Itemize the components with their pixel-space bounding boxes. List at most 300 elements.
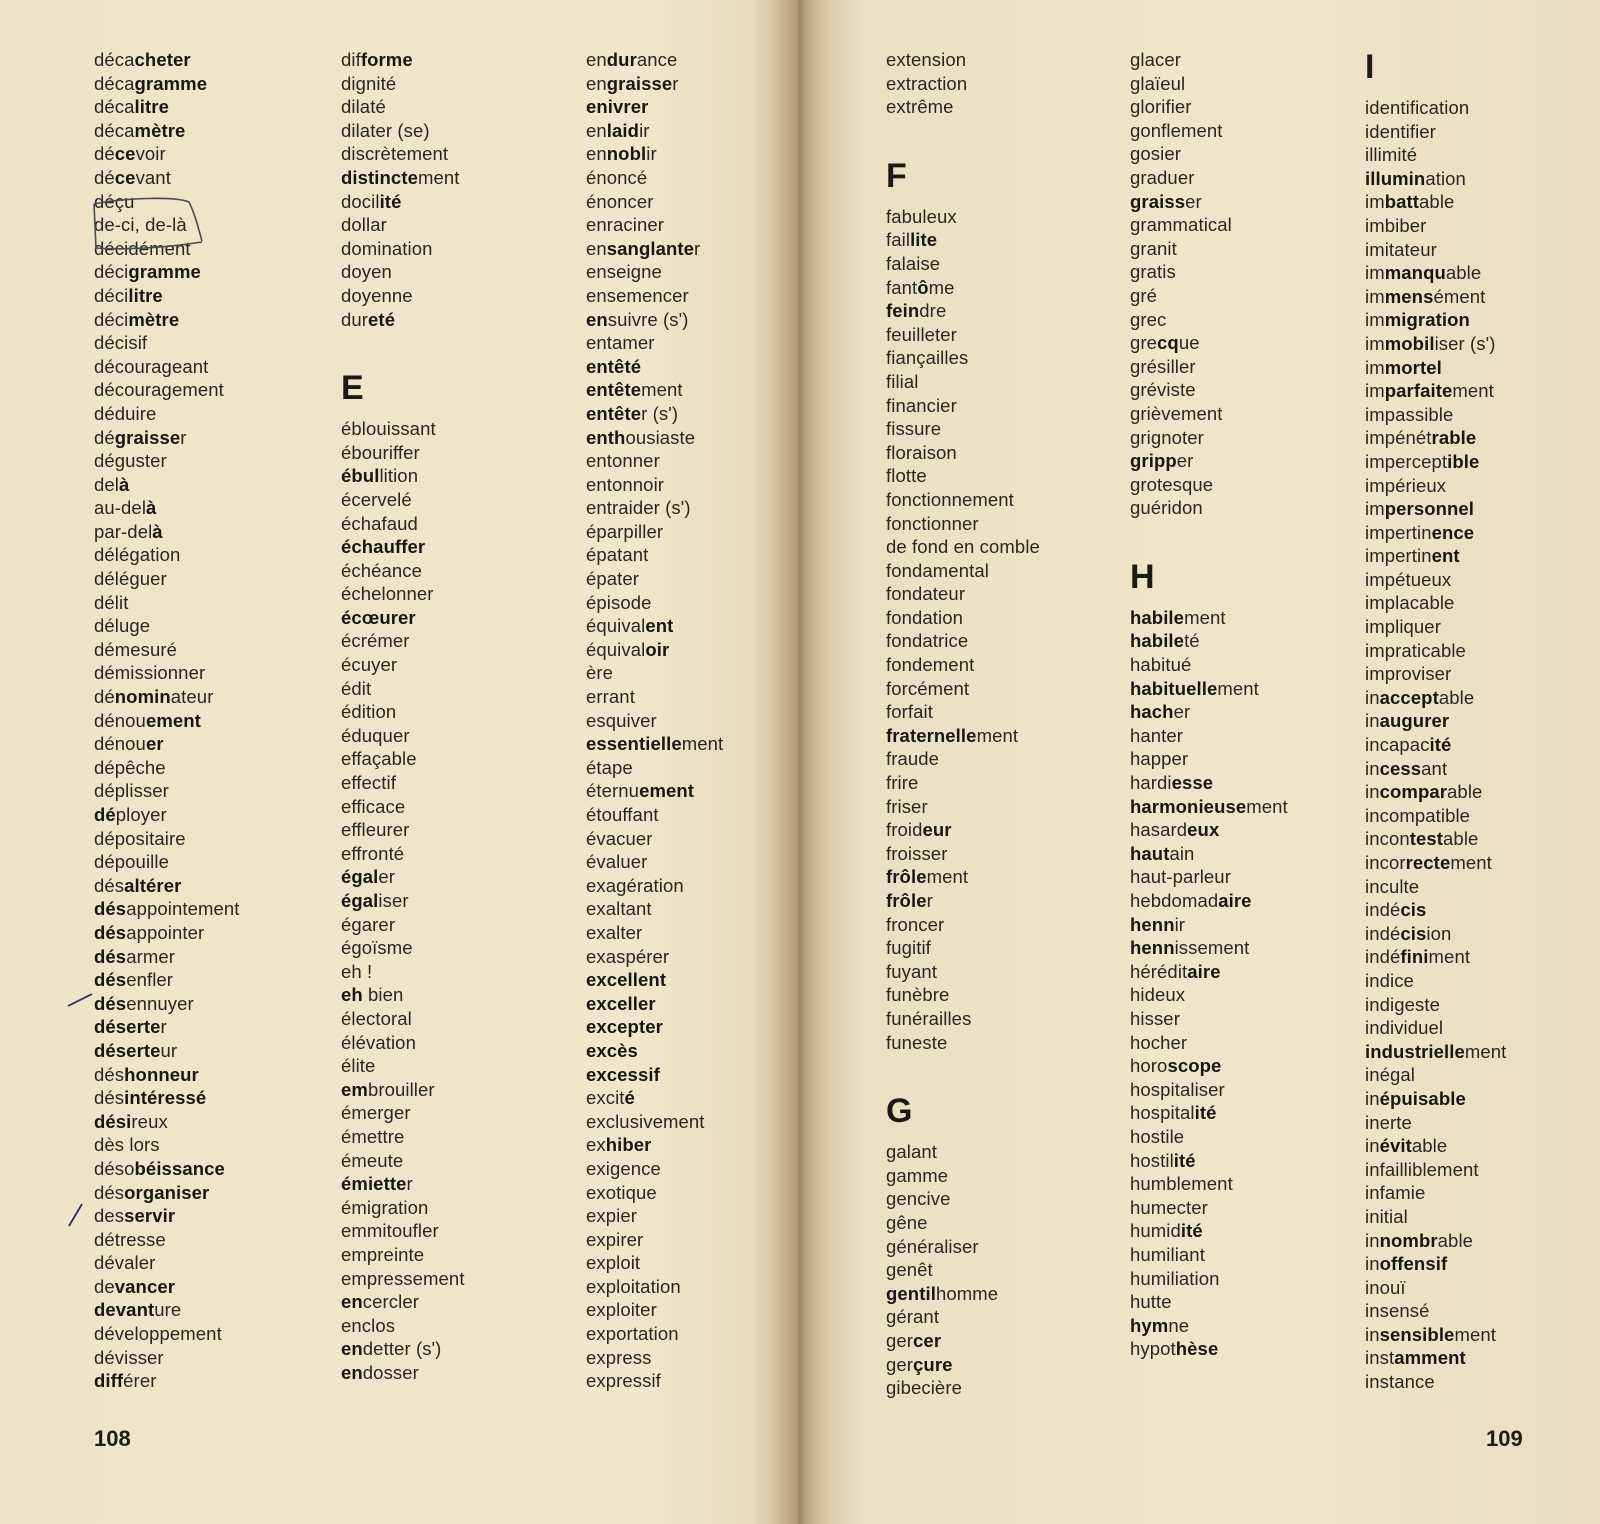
dictionary-entry: écœurer <box>341 606 416 628</box>
dictionary-entry: excessif <box>586 1063 660 1085</box>
dictionary-entry: hautain <box>1130 842 1195 864</box>
dictionary-entry: gamme <box>886 1164 949 1186</box>
dictionary-entry: exaltant <box>586 898 652 920</box>
dictionary-entry: gripper <box>1130 450 1194 472</box>
dictionary-entry: identifier <box>1365 120 1436 142</box>
dictionary-entry: développement <box>94 1323 222 1345</box>
dictionary-entry: entêtement <box>586 379 683 401</box>
dictionary-entry: déguster <box>94 450 167 472</box>
dictionary-entry: hennir <box>1130 913 1186 935</box>
dictionary-entry: embrouiller <box>341 1078 435 1100</box>
dictionary-entry: impraticable <box>1365 639 1466 661</box>
dictionary-entry: hostile <box>1130 1125 1185 1147</box>
dictionary-entry: eh bien <box>341 984 404 1006</box>
dictionary-entry: docilité <box>341 190 402 212</box>
dictionary-entry: extraction <box>886 72 968 94</box>
dictionary-entry: empreinte <box>341 1243 425 1265</box>
dictionary-entry: graisser <box>1130 190 1202 212</box>
dictionary-entry: enthousiaste <box>586 426 696 448</box>
dictionary-entry: gencive <box>886 1188 951 1210</box>
dictionary-entry: ensemencer <box>586 284 689 306</box>
dictionary-entry: inouï <box>1365 1276 1406 1298</box>
dictionary-entry: dénouer <box>94 733 164 755</box>
dictionary-entry: fabuleux <box>886 205 957 227</box>
dictionary-entry: habilement <box>1130 606 1226 628</box>
dictionary-entry: enraciner <box>586 214 665 236</box>
dictionary-entry: dévaler <box>94 1252 156 1274</box>
dictionary-entry: hutte <box>1130 1291 1172 1313</box>
dictionary-entry: dignité <box>341 72 397 94</box>
dictionary-entry: distinctement <box>341 166 460 188</box>
dictionary-entry: devancer <box>94 1275 176 1297</box>
dictionary-entry: graduer <box>1130 166 1195 188</box>
dictionary-entry: fraternellement <box>886 724 1019 746</box>
dictionary-entry: émerger <box>341 1102 411 1124</box>
dictionary-entry: entonnoir <box>586 473 665 495</box>
dictionary-entry: par-delà <box>94 520 163 542</box>
dictionary-entry: élite <box>341 1055 376 1077</box>
dictionary-entry: funeste <box>886 1031 948 1053</box>
dictionary-entry: excepter <box>586 1016 663 1038</box>
dictionary-entry: grammatical <box>1130 214 1232 236</box>
dictionary-entry: inoffensif <box>1365 1253 1448 1275</box>
dictionary-entry: immanquable <box>1365 262 1482 284</box>
dictionary-entry: dollar <box>341 214 387 236</box>
dictionary-entry: découragement <box>94 379 224 401</box>
dictionary-entry: harmonieusement <box>1130 795 1288 817</box>
dictionary-entry: inévitable <box>1365 1135 1448 1157</box>
right-column-1 <box>886 48 1116 1400</box>
dictionary-entry: déduire <box>94 402 157 424</box>
dictionary-entry: glacer <box>1130 49 1181 70</box>
dictionary-entry: ensuivre (s') <box>586 308 689 330</box>
dictionary-entry: inégal <box>1365 1064 1415 1086</box>
dictionary-entry: édition <box>341 701 397 723</box>
dictionary-entry: ébouriffer <box>341 441 420 463</box>
dictionary-entry: errant <box>586 686 635 708</box>
dictionary-entry: faillite <box>886 229 938 251</box>
dictionary-entry: démesuré <box>94 638 178 660</box>
dictionary-entry: gratis <box>1130 261 1176 283</box>
dictionary-entry: imitateur <box>1365 238 1437 260</box>
dictionary-entry: enclos <box>341 1314 396 1336</box>
dictionary-entry: désorganiser <box>94 1181 210 1203</box>
dictionary-entry: funèbre <box>886 984 950 1006</box>
dictionary-entry: éparpiller <box>586 520 664 542</box>
dictionary-entry: hideux <box>1130 984 1186 1006</box>
dictionary-entry: décourageant <box>94 355 209 377</box>
dictionary-entry: doyenne <box>341 284 413 306</box>
dictionary-entry: excité <box>586 1087 635 1109</box>
dictionary-entry: empressement <box>341 1267 465 1289</box>
dictionary-entry: entonner <box>586 450 660 472</box>
dictionary-entry: granit <box>1130 237 1177 259</box>
dictionary-entry: hanter <box>1130 724 1184 746</box>
dictionary-entry: habituellement <box>1130 677 1259 699</box>
dictionary-entry: fugitif <box>886 937 931 959</box>
dictionary-entry: hypothèse <box>1130 1338 1219 1360</box>
dictionary-entry: eh ! <box>341 960 373 982</box>
dictionary-entry: égoïsme <box>341 937 413 959</box>
dictionary-entry: exportation <box>586 1323 679 1345</box>
dictionary-entry: genêt <box>886 1259 933 1281</box>
dictionary-entry: décevant <box>94 166 171 188</box>
dictionary-entry: instamment <box>1365 1347 1466 1369</box>
dictionary-entry: épater <box>586 568 640 590</box>
section-letter-heading: H <box>1130 557 1155 596</box>
dictionary-entry: fuyant <box>886 960 937 982</box>
dictionary-entry: enlaidir <box>586 119 650 141</box>
dictionary-entry: émeute <box>341 1149 404 1171</box>
dictionary-entry: hasardeux <box>1130 819 1220 841</box>
dictionary-entry: hacher <box>1130 701 1191 723</box>
dictionary-entry: inépuisable <box>1365 1087 1466 1109</box>
section-letter-heading: G <box>886 1092 913 1131</box>
dictionary-entry: floraison <box>886 441 957 463</box>
dictionary-entry: dilaté <box>341 96 386 118</box>
dictionary-entry: dénouement <box>94 709 201 731</box>
dictionary-entry: friser <box>886 795 928 817</box>
dictionary-entry: galant <box>886 1141 938 1163</box>
dictionary-entry: fondement <box>886 654 975 676</box>
dictionary-entry: délégation <box>94 544 181 566</box>
dictionary-entry: froncer <box>886 913 945 935</box>
dictionary-entry: entamer <box>586 332 655 354</box>
dictionary-entry: inaugurer <box>1365 710 1450 732</box>
dictionary-entry: immobiliser (s') <box>1365 332 1496 354</box>
dictionary-entry: immortel <box>1365 356 1442 378</box>
dictionary-entry: engraisser <box>586 72 679 94</box>
dictionary-entry: désireux <box>94 1110 168 1132</box>
dictionary-entry: humidité <box>1130 1220 1203 1242</box>
page-number-left: 108 <box>94 1426 131 1451</box>
dictionary-entry: éternuement <box>586 780 695 802</box>
dictionary-entry: indécision <box>1365 922 1452 944</box>
dictionary-entry: essentiellement <box>586 733 724 755</box>
section-letter-heading: F <box>886 156 907 195</box>
dictionary-entry: infailliblement <box>1365 1158 1479 1180</box>
dictionary-entry: fondamental <box>886 559 989 581</box>
dictionary-entry: de-ci, de-là <box>94 214 187 236</box>
dictionary-entry: innombrable <box>1365 1229 1474 1251</box>
dictionary-entry: écervelé <box>341 488 412 510</box>
dictionary-entry: difforme <box>341 49 413 70</box>
dictionary-entry: décacheter <box>94 49 191 70</box>
dictionary-entry: impénétrable <box>1365 427 1477 449</box>
dictionary-entry: fantôme <box>886 276 955 298</box>
dictionary-entry: exagération <box>586 874 684 896</box>
dictionary-entry: de fond en comble <box>886 536 1040 558</box>
dictionary-entry: décilitre <box>94 284 163 306</box>
dictionary-entry: gibecière <box>886 1377 962 1399</box>
dictionary-entry: hostilité <box>1130 1149 1196 1171</box>
dictionary-entry: habileté <box>1130 630 1200 652</box>
dictionary-entry: inerte <box>1365 1111 1412 1133</box>
dictionary-entry: échelonner <box>341 583 434 605</box>
dictionary-entry: extrême <box>886 96 954 118</box>
dictionary-entry: déserter <box>94 1016 167 1038</box>
dictionary-entry: éblouissant <box>341 418 436 440</box>
dictionary-entry: détresse <box>94 1228 166 1250</box>
section-letter-heading: E <box>341 369 364 408</box>
dictionary-entry: échéance <box>341 559 423 581</box>
dictionary-entry: au-delà <box>94 497 157 519</box>
dictionary-entry: dilater (se) <box>341 119 430 141</box>
dictionary-entry: exhiber <box>586 1134 652 1156</box>
dictionary-entry: grésiller <box>1130 355 1196 377</box>
dictionary-entry: horoscope <box>1130 1055 1222 1077</box>
dictionary-entry: émettre <box>341 1125 405 1147</box>
dictionary-entry: individuel <box>1365 1017 1444 1039</box>
dictionary-entry: dépêche <box>94 756 166 778</box>
dictionary-entry: délit <box>94 591 129 613</box>
dictionary-entry: improviser <box>1365 663 1452 685</box>
dictionary-entry: happer <box>1130 748 1189 770</box>
dictionary-entry: décigramme <box>94 261 201 283</box>
dictionary-entry: gréviste <box>1130 379 1196 401</box>
dictionary-entry: inacceptable <box>1365 686 1475 708</box>
dictionary-entry: déléguer <box>94 568 167 590</box>
dictionary-entry: énoncé <box>586 166 648 188</box>
dictionary-entry: hennissement <box>1130 937 1250 959</box>
dictionary-entry: démissionner <box>94 662 206 684</box>
dictionary-entry: enseigne <box>586 261 662 283</box>
dictionary-entry: échauffer <box>341 536 426 558</box>
dictionary-entry: indice <box>1365 969 1414 991</box>
dictionary-entry: dès lors <box>94 1134 160 1156</box>
dictionary-entry: étouffant <box>586 804 659 825</box>
dictionary-entry: désintéressé <box>94 1087 207 1109</box>
dictionary-entry: équivaloir <box>586 638 670 660</box>
dictionary-entry: effectif <box>341 772 396 794</box>
dictionary-entry: feindre <box>886 300 947 322</box>
dictionary-entry: imbattable <box>1365 191 1455 213</box>
dictionary-entry: ère <box>586 662 614 684</box>
dictionary-entry: forfait <box>886 701 933 723</box>
dictionary-entry: incontestable <box>1365 828 1479 850</box>
pen-tick-mark <box>66 990 96 1010</box>
dictionary-entry: décisif <box>94 332 148 354</box>
dictionary-entry: exalter <box>586 921 643 943</box>
dictionary-entry: désenfler <box>94 969 174 991</box>
dictionary-entry: émietter <box>341 1173 413 1195</box>
dictionary-entry: gonflement <box>1130 119 1223 141</box>
dictionary-entry: évaluer <box>586 851 648 873</box>
dictionary-entry: épatant <box>586 544 649 566</box>
dictionary-entry: désennuyer <box>94 992 194 1014</box>
dictionary-entry: grecque <box>1130 332 1200 354</box>
right-page <box>800 0 1600 1524</box>
dictionary-entry: exigence <box>586 1157 661 1179</box>
dictionary-entry: imperceptible <box>1365 450 1480 472</box>
dictionary-entry: incomparable <box>1365 781 1483 803</box>
dictionary-entry: impassible <box>1365 403 1454 425</box>
dictionary-entry: grièvement <box>1130 402 1223 424</box>
dictionary-entry: flotte <box>886 465 927 487</box>
dictionary-entry: hospitaliser <box>1130 1078 1225 1100</box>
dictionary-entry: froideur <box>886 819 952 841</box>
dictionary-entry: delà <box>94 473 130 495</box>
dictionary-entry: incorrectement <box>1365 852 1492 873</box>
dictionary-entry: haut-parleur <box>1130 866 1231 888</box>
dictionary-entry: imparfaitement <box>1365 380 1494 402</box>
dictionary-entry: dépouille <box>94 851 169 873</box>
dictionary-entry: infamie <box>1365 1182 1426 1204</box>
dictionary-entry: incapacité <box>1365 734 1452 756</box>
dictionary-entry: desservir <box>94 1205 176 1227</box>
dictionary-entry: dénominateur <box>94 686 214 708</box>
dictionary-entry: endurance <box>586 49 678 70</box>
dictionary-entry: épisode <box>586 591 652 613</box>
dictionary-entry: dévisser <box>94 1346 164 1368</box>
dictionary-entry: décidément <box>94 237 191 259</box>
dictionary-entry: énoncer <box>586 190 654 212</box>
dictionary-entry: indécis <box>1365 899 1427 921</box>
dictionary-entry: désaltérer <box>94 874 182 896</box>
dictionary-entry: habitué <box>1130 654 1192 676</box>
dictionary-entry: froisser <box>886 842 948 864</box>
dictionary-entry: filial <box>886 370 919 392</box>
dictionary-entry: grignoter <box>1130 426 1204 448</box>
dictionary-entry: frôlement <box>886 866 969 888</box>
dictionary-entry: ennoblir <box>586 143 657 165</box>
dictionary-entry: décamètre <box>94 119 186 141</box>
dictionary-entry: incompatible <box>1365 804 1471 826</box>
dictionary-entry: identification <box>1365 97 1470 118</box>
dictionary-entry: discrètement <box>341 143 449 165</box>
dictionary-entry: hisser <box>1130 1007 1180 1029</box>
dictionary-entry: excellent <box>586 969 667 991</box>
dictionary-entry: impertinence <box>1365 521 1475 543</box>
dictionary-entry: insensé <box>1365 1300 1430 1322</box>
dictionary-entry: fiançailles <box>886 347 969 369</box>
dictionary-entry: équivalent <box>586 615 674 637</box>
dictionary-entry: express <box>586 1346 652 1368</box>
dictionary-entry: exploit <box>586 1252 641 1274</box>
dictionary-entry: financier <box>886 394 957 416</box>
dictionary-entry: falaise <box>886 252 941 274</box>
dictionary-entry: encercler <box>341 1291 420 1313</box>
dictionary-entry: endosser <box>341 1361 419 1383</box>
dictionary-entry: illumination <box>1365 167 1466 189</box>
dictionary-entry: dureté <box>341 308 396 330</box>
dictionary-entry: élévation <box>341 1031 416 1053</box>
dictionary-entry: déçu <box>94 190 135 212</box>
dictionary-entry: emmitoufler <box>341 1220 439 1242</box>
right-column-2 <box>1130 48 1360 1361</box>
dictionary-entry: exploiter <box>586 1299 657 1321</box>
dictionary-entry: déluge <box>94 615 151 637</box>
dictionary-entry: désappointer <box>94 921 205 943</box>
dictionary-entry: enivrer <box>586 96 649 118</box>
dictionary-entry: édit <box>341 677 372 699</box>
dictionary-entry: frire <box>886 772 919 794</box>
dictionary-entry: grotesque <box>1130 473 1214 495</box>
dictionary-entry: égaler <box>341 866 396 888</box>
dictionary-entry: exceller <box>586 992 656 1014</box>
dictionary-entry: décagramme <box>94 72 208 94</box>
page-number-right: 109 <box>1486 1426 1523 1451</box>
dictionary-entry: devanture <box>94 1299 182 1321</box>
dictionary-entry: ensanglanter <box>586 237 701 259</box>
left-column-2 <box>341 48 571 1384</box>
dictionary-entry: hocher <box>1130 1031 1188 1053</box>
dictionary-entry: déserteur <box>94 1039 178 1061</box>
dictionary-entry: feuilleter <box>886 323 957 345</box>
dictionary-entry: déployer <box>94 804 167 825</box>
dictionary-entry: généraliser <box>886 1235 979 1257</box>
dictionary-entry: incessant <box>1365 757 1448 779</box>
dictionary-entry: guéridon <box>1130 497 1203 519</box>
dictionary-entry: immensément <box>1365 285 1486 307</box>
dictionary-entry: humecter <box>1130 1196 1208 1218</box>
dictionary-entry: évacuer <box>586 827 653 849</box>
dictionary-entry: forcément <box>886 677 970 699</box>
dictionary-entry: égaliser <box>341 890 409 911</box>
dictionary-entry: gerçure <box>886 1353 953 1375</box>
dictionary-entry: instance <box>1365 1371 1435 1393</box>
dictionary-entry: illimité <box>1365 144 1418 166</box>
dictionary-entry: expirer <box>586 1228 644 1250</box>
dictionary-entry: humiliant <box>1130 1243 1205 1265</box>
dictionary-entry: étape <box>586 756 633 778</box>
dictionary-entry: décalitre <box>94 96 169 118</box>
dictionary-entry: indéfiniment <box>1365 946 1471 968</box>
dictionary-entry: gêne <box>886 1211 928 1233</box>
dictionary-entry: fondateur <box>886 583 966 605</box>
dictionary-entry: entêté <box>586 355 642 377</box>
dictionary-entry: humiliation <box>1130 1267 1220 1289</box>
dictionary-entry: humblement <box>1130 1173 1233 1195</box>
dictionary-entry: hospitalité <box>1130 1102 1217 1124</box>
dictionary-entry: effaçable <box>341 748 417 770</box>
dictionary-entry: exotique <box>586 1181 657 1203</box>
dictionary-entry: domination <box>341 237 433 259</box>
dictionary-entry: fonctionner <box>886 512 979 534</box>
dictionary-entry: désarmer <box>94 945 175 967</box>
dictionary-entry: extension <box>886 49 967 70</box>
dictionary-entry: efficace <box>341 795 406 817</box>
dictionary-entry: glaïeul <box>1130 72 1186 94</box>
dictionary-entry: effronté <box>341 842 405 864</box>
dictionary-entry: échafaud <box>341 512 418 534</box>
dictionary-entry: égarer <box>341 913 396 935</box>
dictionary-entry: impliquer <box>1365 616 1441 638</box>
dictionary-entry: grec <box>1130 308 1167 330</box>
dictionary-entry: imbiber <box>1365 214 1427 236</box>
dictionary-entry: impétueux <box>1365 568 1452 590</box>
dictionary-entry: gérant <box>886 1306 940 1328</box>
dictionary-entry: déshonneur <box>94 1063 199 1085</box>
dictionary-entry: inculte <box>1365 875 1420 897</box>
dictionary-entry: éduquer <box>341 724 410 746</box>
dictionary-entry: initial <box>1365 1205 1408 1227</box>
dictionary-entry: indigeste <box>1365 993 1440 1015</box>
dictionary-entry: émigration <box>341 1196 429 1218</box>
dictionary-entry: écuyer <box>341 654 398 676</box>
dictionary-entry: décevoir <box>94 143 166 165</box>
dictionary-entry: immigration <box>1365 309 1470 331</box>
dictionary-entry: électoral <box>341 1007 412 1029</box>
dictionary-entry: exaspérer <box>586 945 670 967</box>
dictionary-entry: hymne <box>1130 1314 1190 1336</box>
dictionary-entry: excès <box>586 1039 638 1061</box>
dictionary-entry: expier <box>586 1205 637 1227</box>
dictionary-entry: entraider (s') <box>586 497 691 519</box>
dictionary-entry: gentilhomme <box>886 1282 999 1304</box>
dictionary-entry: industriellement <box>1365 1040 1507 1062</box>
dictionary-entry: hebdomadaire <box>1130 890 1252 911</box>
